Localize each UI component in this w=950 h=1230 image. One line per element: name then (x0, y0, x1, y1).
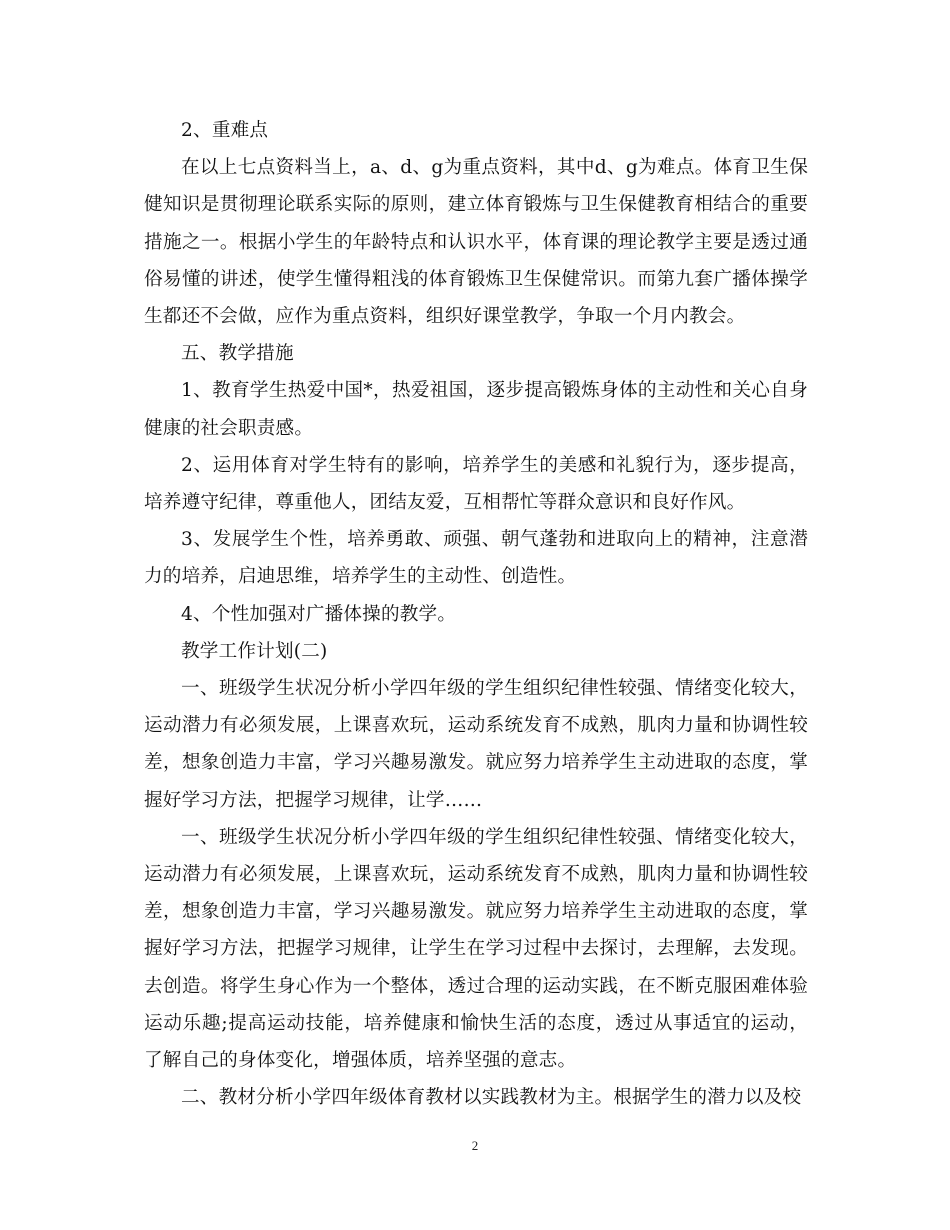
document-body (144, 112, 808, 1116)
paragraph-measure-4: 4、个性加强对广播体操的教学。 (181, 603, 457, 625)
section-title-plan-two: 教学工作计划(二) (181, 640, 328, 662)
paragraph-class-analysis-excerpt: 一、班级学生状况分析小学四年级的学生组织纪律性较强、情绪变化较大，运动潜力有必须发展，上课喜欢玩，运动系统发育不成熟，肌肉力量和协调性较差，想象创造力丰富，学习兴趣易激发。就应努力培养学生主动进取的态度，掌握好学习方法，把握学习规律，让学…… (144, 678, 808, 811)
paragraph-measure-1: 1、教育学生热爱中国*，热爱祖国，逐步提高锻炼身体的主动性和关心自身健康的社会职责感。 (144, 380, 808, 439)
paragraph-measure-2: 2、运用体育对学生特有的影响，培养学生的美感和礼貌行为，逐步提高，培养遵守纪律，尊重他人，团结友爱，互相帮忙等群众意识和良好作风。 (144, 454, 808, 514)
paragraph-class-analysis-full: 一、班级学生状况分析小学四年级的学生组织纪律性较强、情绪变化较大，运动潜力有必须发展，上课喜欢玩，运动系统发育不成熟，肌肉力量和协调性较差，想象创造力丰富，学习兴趣易激发。就应努力培养学生主动进取的态度，掌握好学习方法，把握学习规律，让学生在学习过程中去探讨，去理解，去发现。去创造。将学生身心作为一个整体，透过合理的运动实践，在不断克服困难体验运动乐趣;提高运动技能，培养健康和愉快生活的态度，透过从事适宜的运动，了解自己的身体变化，增强体质，培养坚强的意志。 (144, 826, 808, 1072)
paragraph-measure-3: 3、发展学生个性，培养勇敢、顽强、朝气蓬勃和进取向上的精神，注意潜力的培养，启迪思维，培养学生的主动性、创造性。 (144, 529, 808, 588)
section-heading-teaching-measures: 五、教学措施 (181, 343, 294, 365)
paragraph-key-points: 在以上七点资料当上，a、d、g为重点资料，其中d、g为难点。体育卫生保健知识是贯彻理论联系实际的原则，建立体育锻炼与卫生保健教育相结合的重要措施之一。根据小学生的年龄特点和认识水平，体育课的理论教学主要是透过通俗易懂的讲述，使学生懂得粗浅的体育锻炼卫生保健常识。而第九套广播体操学生都还不会做，应作为重点资料，组织好课堂教学，争取一个月内教会。 (144, 157, 808, 328)
section-heading-key-points: 2、重难点 (181, 120, 269, 141)
page-number: 2 (471, 1138, 479, 1153)
paragraph-material-analysis: 二、教材分析小学四年级体育教材以实践教材为主。根据学生的潜力以及校 (181, 1087, 802, 1109)
